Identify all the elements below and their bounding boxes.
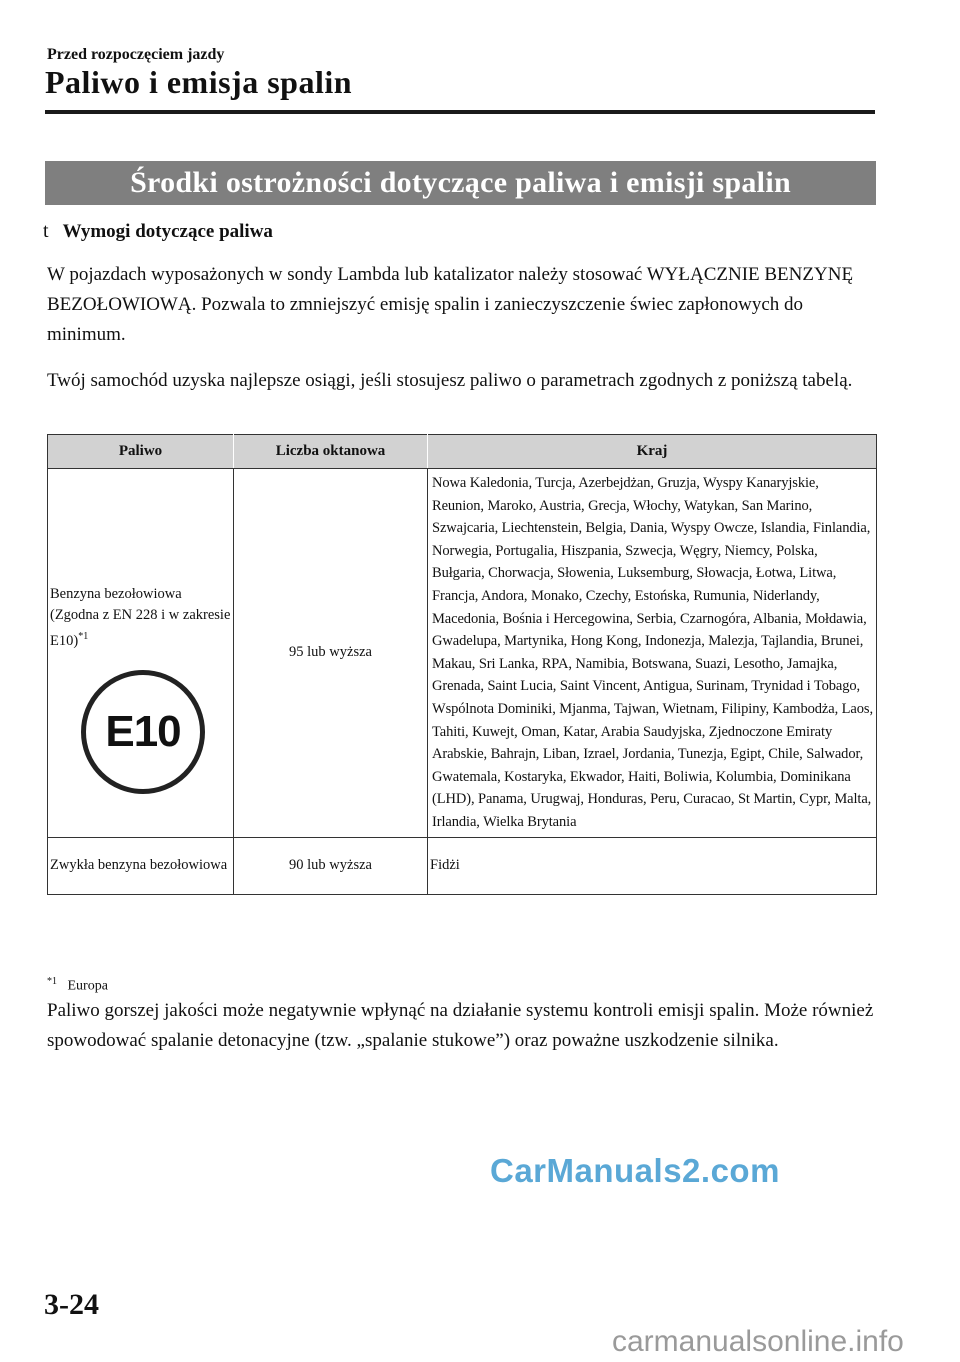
footnote: [47, 976, 108, 995]
fuel-table: [47, 434, 877, 895]
subsection-title: Wymogi dotyczące paliwa: [62, 220, 273, 242]
footnote-ref: *1: [78, 630, 89, 642]
octane-cell: 95 lub wyższa: [234, 469, 428, 838]
chapter-title: Paliwo i emisja spalin: [45, 64, 353, 100]
header-rule: [45, 110, 875, 114]
e10-label-icon: E10: [81, 670, 205, 794]
footnote-text: Europa: [67, 978, 108, 994]
page-number: 3-24: [44, 1288, 99, 1321]
fuel-type-cell: [48, 469, 234, 838]
fuel-type-text: Benzyna bezołowiowa (Zgodna z EN 228 i w zakresie E10): [50, 585, 231, 649]
countries-cell: Nowa Kaledonia, Turcja, Azerbejdżan, Gruzja, Wyspy Kanaryjskie, Reunion, Maroko, Austria, Grecja, Włochy, Watykan, San Marino, Szwajcaria, Liechtenstein, Belgia, Dania, Wyspy Owcze, Islandia, Finlandia, Norwegia, Portugalia, Hiszpania, Szwecja, Węgry, Niemcy, Polska, Bułgaria, Chorwacja, Słowenia, Luksemburg, Słowacja, Łotwa, Litwa, Francja, Andora, Monako, Czechy, Estońska, Rumunia, Niderlandy, Macedonia, Bośnia i Hercegowina, Serbia, Czarnogóra, Albania, Mołdawia, Gwadelupa, Martynika, Hong Kong, Indonezja, Malezja, Tajlandia, Brunei, Makau, Sri Lanka, RPA, Namibia, Botswana, Suazi, Lesotho, Jamajka, Grenada, Saint Lucia, Saint Vincent, Antigua, Surinam, Trynidad i Tobago, Wspólnota Dominiki, Mjanma, Tajwan, Wietnam, Filipiny, Kambodża, Laos, Tahiti, Kuwejt, Oman, Katar, Arabia Saudyjska, Zjednoczone Emiraty Arabskie, Bahrajn, Liban, Izrael, Jordania, Tunezja, Egipt, Chile, Salwador, Gwatemala, Kostaryka, Ekwador, Haiti, Boliwia, Kolumbia, Dominikana (LHD), Panama, Urugwaj, Honduras, Peru, Curacao, St Martin, Cypr, Malta, Irlandia, Wielka Brytania: [428, 469, 877, 838]
section-banner: Środki ostrożności dotyczące paliwa i emisji spalin: [45, 161, 876, 205]
subsection-heading: [43, 220, 273, 243]
subsection-marker: t: [43, 220, 49, 242]
header-country: Kraj: [428, 435, 877, 469]
footnote-mark: *1: [47, 976, 57, 987]
paragraph-performance: Twój samochód uzyska najlepsze osiągi, jeśli stosujesz paliwo o parametrach zgodnych z poniższą tabelą.: [47, 370, 853, 391]
header-octane: Liczba oktanowa: [234, 435, 428, 469]
table-row: [48, 469, 877, 838]
site-watermark: carmanualsonline.info: [612, 1325, 904, 1358]
paragraph-fuel-quality: Paliwo gorszej jakości może negatywnie wpłynąć na działanie systemu kontroli emisji spalin. Może również spowodować spalanie detonacyjne (tzw. „spalanie stukowe”) oraz poważne uszkodzenie silnika.: [47, 1000, 874, 1051]
table-header-row: [48, 435, 877, 469]
paragraph-lambda: W pojazdach wyposażonych w sondy Lambda lub katalizator należy stosować WYŁĄCZNIE BENZYNĘ BEZOŁOWIOWĄ. Pozwala to zmniejszyć emisję spalin i zanieczyszczenie świec zapłonowych do minimum.: [47, 264, 854, 345]
section-label: Przed rozpoczęciem jazdy: [47, 46, 225, 63]
table-row: [48, 837, 877, 894]
header-fuel: Paliwo: [48, 435, 234, 469]
countries-cell: Fidżi: [428, 837, 877, 894]
fuel-type-cell: Zwykła benzyna bezołowiowa: [48, 837, 234, 894]
watermark-logo: CarManuals2.com: [490, 1152, 780, 1189]
octane-cell: 90 lub wyższa: [234, 837, 428, 894]
